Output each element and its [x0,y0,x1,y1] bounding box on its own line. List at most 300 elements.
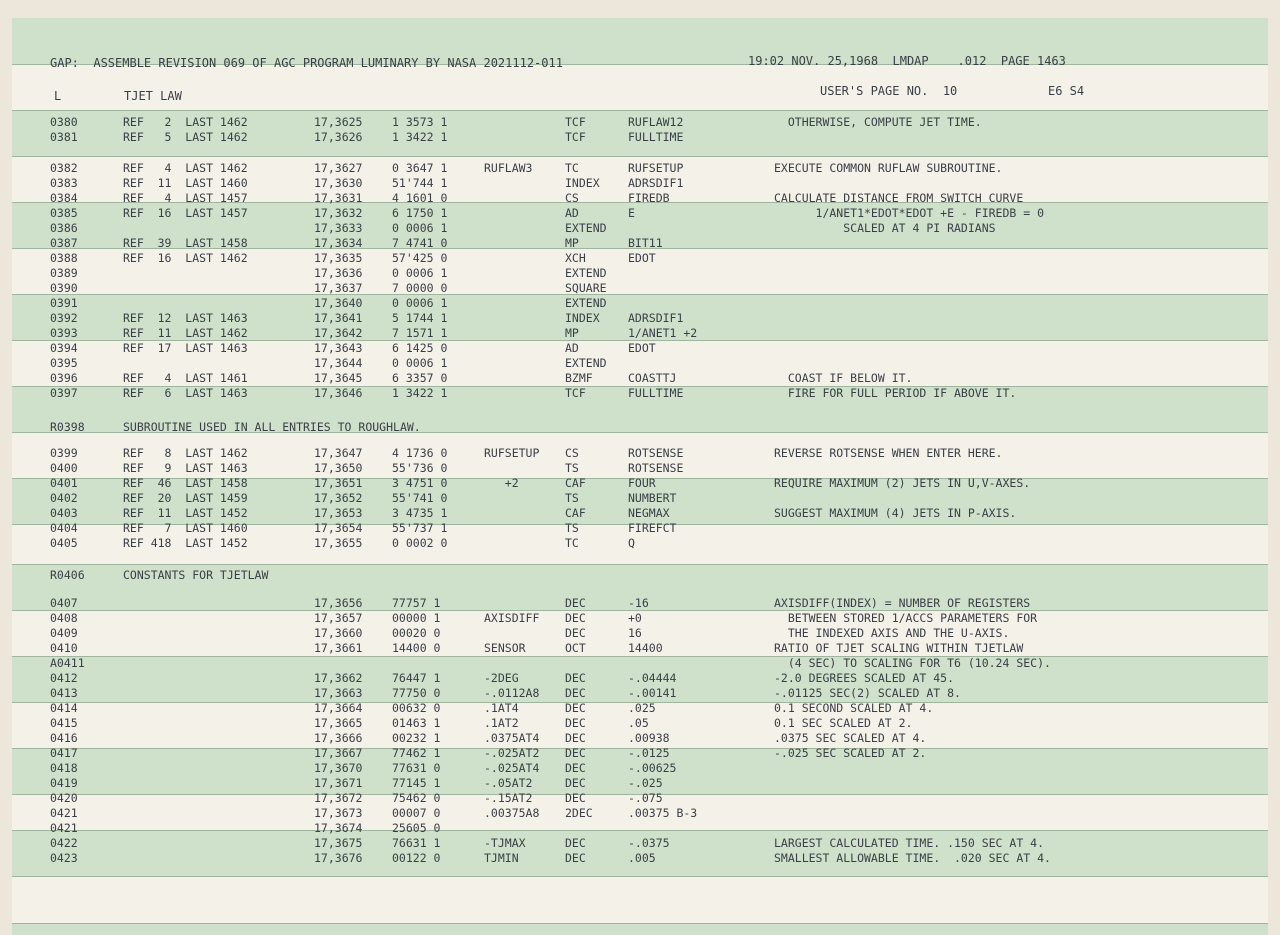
memory-address: 17,3626 [314,130,363,144]
opcode: 2DEC [565,806,593,820]
opcode: AD [565,206,579,220]
line-number: 0391 [50,296,78,310]
line-number: 0392 [50,311,78,325]
octal-word: 00020 0 [392,626,441,640]
memory-address: 17,3650 [314,461,363,475]
symbol-label: +2 [484,476,519,490]
page-code: E6 S4 [1048,84,1085,98]
memory-address: 17,3672 [314,791,363,805]
octal-word: 3 4735 1 [392,506,448,520]
symbol-label: -.05AT2 [484,776,533,790]
octal-word: 7 4741 0 [392,236,448,250]
octal-word: 00000 1 [392,611,441,625]
cross-reference: REF 7 LAST 1460 [123,521,248,535]
line-number: 0389 [50,266,78,280]
line-number: 0410 [50,641,78,655]
operand: .00375 B-3 [628,806,698,820]
memory-address: 17,3676 [314,851,363,865]
operand: NEGMAX [628,506,670,520]
opcode: DEC [565,671,586,685]
comment: SCALED AT 4 PI RADIANS [774,221,996,235]
line-number: 0401 [50,476,78,490]
symbol-label: SENSOR [484,641,526,655]
opcode: TC [565,161,579,175]
opcode: DEC [565,776,586,790]
octal-word: 1 3422 1 [392,130,448,144]
memory-address: 17,3660 [314,626,363,640]
operand: -16 [628,596,649,610]
operand: EDOT [628,341,656,355]
listing-line [12,521,1268,536]
operand: FULLTIME [628,130,684,144]
line-number: 0421 [50,821,78,835]
operand: -.025 [628,776,663,790]
operand: RUFLAW12 [628,115,684,129]
comment: EXECUTE COMMON RUFLAW SUBROUTINE. [774,161,1003,175]
listing-line [12,611,1268,626]
symbol-label: -.025AT4 [484,761,540,775]
listing-line [12,115,1268,130]
symbol-label: .0375AT4 [484,731,540,745]
octal-word: 0 0002 0 [392,536,448,550]
operand: -.00625 [628,761,677,775]
cross-reference: REF 8 LAST 1462 [123,446,248,460]
listing-line [12,281,1268,296]
octal-word: 3 4751 0 [392,476,448,490]
operand: EDOT [628,251,656,265]
operand: .00938 [628,731,670,745]
cross-reference: REF 4 LAST 1457 [123,191,248,205]
octal-word: 75462 0 [392,791,441,805]
cross-reference: REF 16 LAST 1462 [123,251,248,265]
cross-reference: REF 11 LAST 1460 [123,176,248,190]
memory-address: 17,3670 [314,761,363,775]
memory-address: 17,3654 [314,521,363,535]
memory-address: 17,3674 [314,821,363,835]
cross-reference: REF 16 LAST 1457 [123,206,248,220]
octal-word: 4 1601 0 [392,191,448,205]
octal-word: 6 3357 0 [392,371,448,385]
octal-word: 7 1571 1 [392,326,448,340]
memory-address: 17,3631 [314,191,363,205]
octal-word: 25605 0 [392,821,441,835]
octal-word: 1 3422 1 [392,386,448,400]
opcode: DEC [565,686,586,700]
octal-word: 77631 0 [392,761,441,775]
symbol-label: TJMIN [484,851,519,865]
comment: CALCULATE DISTANCE FROM SWITCH CURVE [774,191,1024,205]
listing-line [12,821,1268,836]
comment: .0375 SEC SCALED AT 4. [774,731,927,745]
cross-reference: REF 39 LAST 1458 [123,236,248,250]
comment: -.025 SEC SCALED AT 2. [774,746,927,760]
operand: +0 [628,611,642,625]
comment: COAST IF BELOW IT. [774,371,913,385]
listing-line [12,626,1268,641]
octal-word: 01463 1 [392,716,441,730]
comment: 1/ANET1*EDOT*EDOT +E - FIREDB = 0 [774,206,1045,220]
operand: -.04444 [628,671,677,685]
octal-word: 76447 1 [392,671,441,685]
opcode: DEC [565,851,586,865]
memory-address: 17,3652 [314,491,363,505]
listing-line [12,311,1268,326]
operand: 1/ANET1 +2 [628,326,698,340]
listing-line [12,461,1268,476]
octal-word: 00232 1 [392,731,441,745]
memory-address: 17,3635 [314,251,363,265]
opcode: TCF [565,386,586,400]
print-timestamp: 19:02 NOV. 25,1968 LMDAP .012 PAGE 1463 [748,54,1066,68]
comment: (4 SEC) TO SCALING FOR T6 (10.24 SEC). [774,656,1051,670]
operand: ADRSDIF1 [628,311,684,325]
memory-address: 17,3630 [314,176,363,190]
listing-line [12,176,1268,191]
octal-word: 77750 0 [392,686,441,700]
octal-word: 6 1425 0 [392,341,448,355]
opcode: DEC [565,716,586,730]
section-letter: L [54,89,62,103]
comment: -.01125 SEC(2) SCALED AT 8. [774,686,961,700]
opcode: CAF [565,506,586,520]
line-number: 0404 [50,521,78,535]
operand: -.0125 [628,746,670,760]
line-number: 0382 [50,161,78,175]
cross-reference: REF 418 LAST 1452 [123,536,248,550]
symbol-label: AXISDIFF [484,611,540,625]
comment: REVERSE ROTSENSE WHEN ENTER HERE. [774,446,1003,460]
section-title: TJET LAW [124,89,182,103]
line-number: 0400 [50,461,78,475]
line-number: 0390 [50,281,78,295]
comment: 0.1 SEC SCALED AT 2. [774,716,913,730]
line-number: 0420 [50,791,78,805]
octal-word: 5 1744 1 [392,311,448,325]
listing-line [12,836,1268,851]
listing-line [12,671,1268,686]
user-page-number: USER'S PAGE NO. 10 [820,84,958,98]
line-number: 0384 [50,191,78,205]
line-number: 0393 [50,326,78,340]
octal-word: 00122 0 [392,851,441,865]
comment: THE INDEXED AXIS AND THE U-AXIS. [774,626,1010,640]
line-number: 0399 [50,446,78,460]
opcode: SQUARE [565,281,607,295]
octal-word: 55'737 1 [392,521,448,535]
opcode: INDEX [565,311,600,325]
operand: E [628,206,635,220]
opcode: DEC [565,746,586,760]
octal-word: 0 0006 1 [392,296,448,310]
line-number: 0381 [50,130,78,144]
memory-address: 17,3636 [314,266,363,280]
memory-address: 17,3666 [314,731,363,745]
symbol-label: RUFLAW3 [484,161,533,175]
operand: -.0375 [628,836,670,850]
octal-word: 55'736 0 [392,461,448,475]
operand: .05 [628,716,649,730]
listing-line [12,446,1268,461]
memory-address: 17,3625 [314,115,363,129]
operand: NUMBERT [628,491,677,505]
opcode: DEC [565,791,586,805]
memory-address: 17,3641 [314,311,363,325]
opcode: DEC [565,761,586,775]
opcode: DEC [565,611,586,625]
line-number: R0398 [50,420,85,434]
listing-line [12,371,1268,386]
listing-line [12,491,1268,506]
memory-address: 17,3667 [314,746,363,760]
cross-reference: REF 9 LAST 1463 [123,461,248,475]
octal-word: 14400 0 [392,641,441,655]
cross-reference: REF 17 LAST 1463 [123,341,248,355]
operand: .005 [628,851,656,865]
line-number: 0409 [50,626,78,640]
memory-address: 17,3633 [314,221,363,235]
operand: RUFSETUP [628,161,684,175]
opcode: EXTEND [565,221,607,235]
comment: REQUIRE MAXIMUM (2) JETS IN U,V-AXES. [774,476,1031,490]
cross-reference: REF 11 LAST 1462 [123,326,248,340]
line-number: 0388 [50,251,78,265]
line-number: 0418 [50,761,78,775]
octal-word: 00632 0 [392,701,441,715]
opcode: AD [565,341,579,355]
comment: BETWEEN STORED 1/ACCS PARAMETERS FOR [774,611,1038,625]
cross-reference: REF 6 LAST 1463 [123,386,248,400]
memory-address: 17,3647 [314,446,363,460]
comment: RATIO OF TJET SCALING WITHIN TJETLAW [774,641,1024,655]
opcode: TS [565,461,579,475]
comment: AXISDIFF(INDEX) = NUMBER OF REGISTERS [774,596,1031,610]
opcode: EXTEND [565,266,607,280]
octal-word: 0 3647 1 [392,161,448,175]
listing-line [12,791,1268,806]
band-rule [12,876,1268,877]
opcode: DEC [565,731,586,745]
operand: -.00141 [628,686,677,700]
line-number: 0397 [50,386,78,400]
symbol-label: -TJMAX [484,836,526,850]
octal-word: 51'744 1 [392,176,448,190]
symbol-label: -.025AT2 [484,746,540,760]
opcode: TCF [565,115,586,129]
opcode: DEC [565,701,586,715]
octal-word: 0 0006 1 [392,266,448,280]
paper-band [12,923,1268,935]
line-number: 0408 [50,611,78,625]
memory-address: 17,3632 [314,206,363,220]
listing-line [12,536,1268,551]
octal-word: 0 0006 1 [392,221,448,235]
memory-address: 17,3634 [314,236,363,250]
listing-line [12,221,1268,236]
listing-line [12,596,1268,611]
cross-reference: REF 4 LAST 1462 [123,161,248,175]
cross-reference: REF 11 LAST 1452 [123,506,248,520]
memory-address: 17,3663 [314,686,363,700]
operand: .025 [628,701,656,715]
memory-address: 17,3662 [314,671,363,685]
opcode: DEC [565,626,586,640]
listing-line [12,341,1268,356]
octal-word: 7 0000 0 [392,281,448,295]
listing-line [12,731,1268,746]
line-number: 0386 [50,221,78,235]
listing-line [12,326,1268,341]
comment: 0.1 SECOND SCALED AT 4. [774,701,934,715]
line-number: 0407 [50,596,78,610]
memory-address: 17,3645 [314,371,363,385]
opcode: TC [565,536,579,550]
symbol-label: -.0112A8 [484,686,540,700]
listing-line [12,716,1268,731]
operand: ROTSENSE [628,461,684,475]
memory-address: 17,3637 [314,281,363,295]
operand: BIT11 [628,236,663,250]
line-number: 0405 [50,536,78,550]
octal-word: 4 1736 0 [392,446,448,460]
section-heading-line [12,420,1268,435]
symbol-label: .1AT4 [484,701,519,715]
listing-line [12,641,1268,656]
band-rule [12,110,1268,111]
octal-word: 77462 1 [392,746,441,760]
line-number: 0395 [50,356,78,370]
listing-line [12,191,1268,206]
listing-line [12,130,1268,145]
listing-line [12,686,1268,701]
operand: -.075 [628,791,663,805]
operand: COASTTJ [628,371,677,385]
memory-address: 17,3665 [314,716,363,730]
listing-line [12,356,1268,371]
comment: LARGEST CALCULATED TIME. .150 SEC AT 4. [774,836,1045,850]
opcode: MP [565,326,579,340]
memory-address: 17,3627 [314,161,363,175]
line-number: 0413 [50,686,78,700]
band-rule [12,564,1268,565]
opcode: BZMF [565,371,593,385]
operand: FULLTIME [628,386,684,400]
band-rule [12,923,1268,924]
octal-word: 0 0006 1 [392,356,448,370]
operand: 14400 [628,641,663,655]
memory-address: 17,3655 [314,536,363,550]
listing-line [12,656,1268,671]
opcode: DEC [565,836,586,850]
listing-line [12,296,1268,311]
operand: FIREDB [628,191,670,205]
memory-address: 17,3640 [314,296,363,310]
cross-reference: REF 4 LAST 1461 [123,371,248,385]
listing-line [12,476,1268,491]
opcode: TS [565,491,579,505]
listing-line [12,251,1268,266]
memory-address: 17,3664 [314,701,363,715]
octal-word: 77757 1 [392,596,441,610]
memory-address: 17,3651 [314,476,363,490]
listing-line [12,206,1268,221]
line-number: 0414 [50,701,78,715]
listing-line [12,236,1268,251]
operand: 16 [628,626,642,640]
line-number: A0411 [50,656,85,670]
octal-word: 1 3573 1 [392,115,448,129]
line-number: 0423 [50,851,78,865]
comment: FIRE FOR FULL PERIOD IF ABOVE IT. [774,386,1017,400]
listing-page [12,18,1268,935]
memory-address: 17,3653 [314,506,363,520]
cross-reference: REF 46 LAST 1458 [123,476,248,490]
line-number: 0416 [50,731,78,745]
operand: ROTSENSE [628,446,684,460]
line-number: 0419 [50,776,78,790]
octal-word: 77145 1 [392,776,441,790]
line-number: 0383 [50,176,78,190]
line-number: 0417 [50,746,78,760]
opcode: CS [565,446,579,460]
octal-word: 6 1750 1 [392,206,448,220]
memory-address: 17,3661 [314,641,363,655]
memory-address: 17,3642 [314,326,363,340]
symbol-label: -2DEG [484,671,519,685]
symbol-label: .1AT2 [484,716,519,730]
band-rule [12,156,1268,157]
opcode: DEC [565,596,586,610]
listing-line [12,266,1268,281]
line-number: 0403 [50,506,78,520]
listing-line [12,746,1268,761]
comment: SMALLEST ALLOWABLE TIME. .020 SEC AT 4. [774,851,1051,865]
octal-word: 76631 1 [392,836,441,850]
operand: ADRSDIF1 [628,176,684,190]
cross-reference: REF 12 LAST 1463 [123,311,248,325]
memory-address: 17,3644 [314,356,363,370]
listing-line [12,761,1268,776]
opcode: MP [565,236,579,250]
listing-line [12,776,1268,791]
octal-word: 55'741 0 [392,491,448,505]
listing-line [12,701,1268,716]
line-number: 0396 [50,371,78,385]
symbol-label: .00375A8 [484,806,540,820]
symbol-label: RUFSETUP [484,446,540,460]
memory-address: 17,3675 [314,836,363,850]
cross-reference: REF 20 LAST 1459 [123,491,248,505]
section-heading: CONSTANTS FOR TJETLAW [123,568,269,582]
listing-line [12,386,1268,401]
octal-word: 00007 0 [392,806,441,820]
line-number: 0422 [50,836,78,850]
line-number: 0387 [50,236,78,250]
line-number: 0421 [50,806,78,820]
opcode: CAF [565,476,586,490]
opcode: TCF [565,130,586,144]
listing-line [12,506,1268,521]
listing-line [12,851,1268,866]
opcode: XCH [565,251,586,265]
operand: FIREFCT [628,521,677,535]
memory-address: 17,3656 [314,596,363,610]
comment: OTHERWISE, COMPUTE JET TIME. [774,115,982,129]
operand: FOUR [628,476,656,490]
opcode: EXTEND [565,356,607,370]
line-number: 0412 [50,671,78,685]
line-number: 0402 [50,491,78,505]
memory-address: 17,3673 [314,806,363,820]
